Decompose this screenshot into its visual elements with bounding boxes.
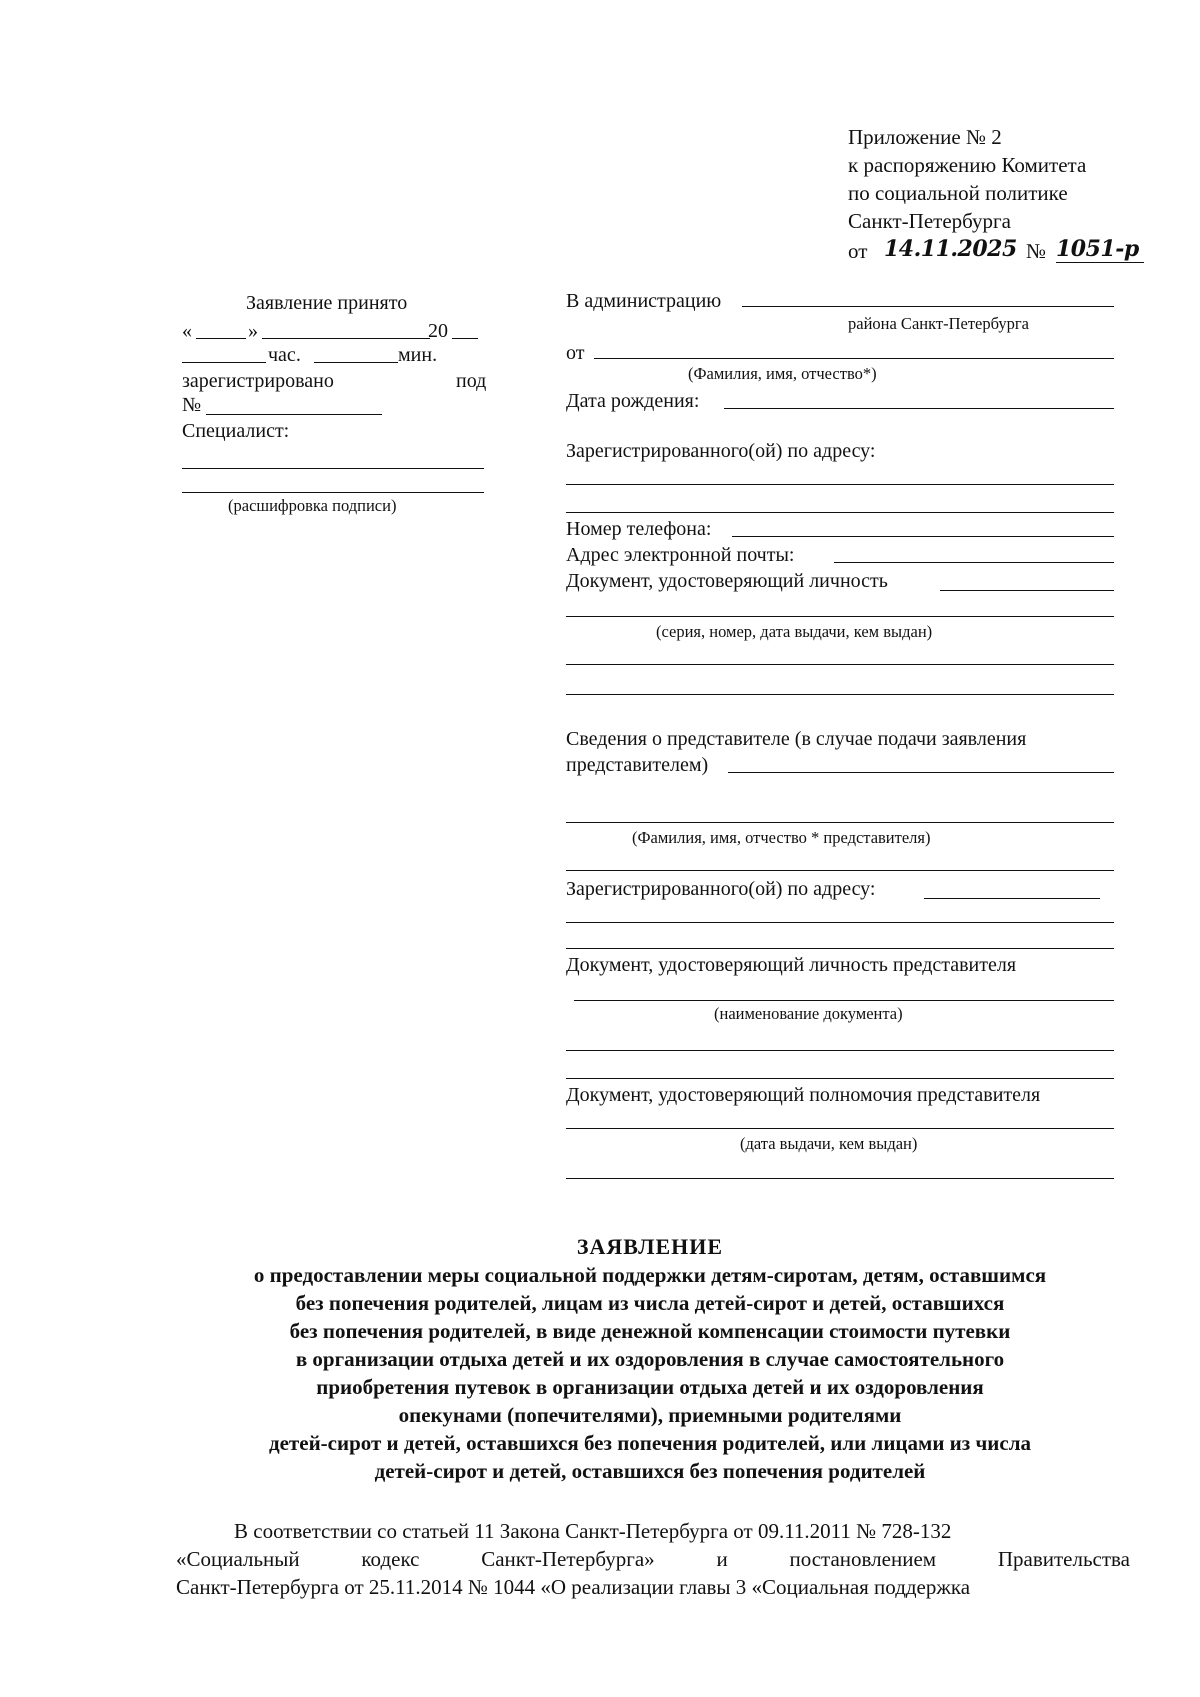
appendix-number-underline — [1056, 262, 1144, 263]
address-field-1 — [566, 484, 1114, 485]
received-signature-caption: (расшифровка подписи) — [228, 496, 397, 515]
from-label: от — [566, 342, 585, 364]
id-document-field-3 — [566, 664, 1114, 665]
representative-id-field-2 — [566, 1050, 1114, 1051]
id-document-field-2 — [566, 616, 1114, 617]
representative-info-line1: Сведения о представителе (в случае подачи заявления — [566, 728, 1027, 750]
address-field-2 — [566, 512, 1114, 513]
intro-word: «Социальный — [176, 1547, 300, 1571]
received-day-field — [196, 338, 246, 339]
district-caption: района Санкт-Петербурга — [848, 314, 1029, 333]
appendix-number-sign: № — [1026, 239, 1047, 263]
applicant-fio-field — [594, 358, 1114, 359]
received-number-sign: № — [182, 394, 202, 416]
representative-fio-field — [566, 822, 1114, 823]
representative-doc-name-caption: (наименование документа) — [714, 1004, 903, 1023]
representative-fio-caption: (Фамилия, имя, отчество * представителя) — [632, 828, 931, 847]
statement-line-1: о предоставлении меры социальной поддержки детям-сиротам, детям, оставшимся — [253, 1263, 1047, 1287]
received-hours-label: час. — [268, 344, 301, 366]
email-label: Адрес электронной почты: — [566, 544, 795, 566]
representative-info-field — [728, 772, 1114, 773]
phone-label: Номер телефона: — [566, 518, 712, 540]
received-specialist: Специалист: — [182, 420, 290, 442]
received-number-field — [206, 414, 382, 415]
representative-address-field-3 — [566, 948, 1114, 949]
intro-line-2 — [176, 1546, 1130, 1573]
representative-address-label: Зарегистрированного(ой) по адресу: — [566, 878, 876, 900]
intro-word: и — [716, 1547, 728, 1571]
representative-info-line2: представителем) — [566, 754, 709, 776]
representative-id-field — [574, 1000, 1114, 1001]
id-document-label: Документ, удостоверяющий личность — [566, 570, 888, 592]
received-year-field — [452, 338, 478, 339]
applicant-fio-caption: (Фамилия, имя, отчество*) — [688, 364, 877, 383]
representative-address-field-2 — [566, 922, 1114, 923]
intro-word: постановлением — [789, 1547, 937, 1571]
representative-authority-label: Документ, удостоверяющий полномочия представителя — [566, 1084, 1041, 1106]
birth-date-field — [724, 408, 1114, 409]
received-year-prefix: 20 — [428, 320, 448, 342]
birth-date-label: Дата рождения: — [566, 390, 700, 412]
received-signature-name-line — [182, 492, 484, 493]
statement-line-4: в организации отдыха детей и их оздоровления в случае самостоятельного — [295, 1347, 1005, 1371]
representative-address-field — [924, 898, 1100, 899]
intro-word: Правительства — [997, 1547, 1130, 1571]
received-month-field — [262, 338, 430, 339]
representative-authority-field-2 — [566, 1178, 1114, 1179]
phone-field — [732, 536, 1114, 537]
appendix-number: Приложение № 2 — [848, 125, 1002, 149]
statement-line-3: без попечения родителей, в виде денежной компенсации стоимости путевки — [289, 1319, 1011, 1343]
admin-district-field — [742, 306, 1114, 307]
received-date-open: « — [182, 320, 192, 342]
appendix-number-handwritten: 1051-р — [1056, 236, 1139, 262]
received-registered: зарегистрировано — [182, 370, 334, 392]
statement-line-5: приобретения путевок в организации отдыха детей и их оздоровления — [316, 1375, 984, 1399]
appendix-date-handwritten: 14.11.2025 — [884, 236, 1017, 262]
statement-heading: ЗАЯВЛЕНИЕ — [576, 1234, 724, 1259]
appendix-city: Санкт-Петербурга — [848, 209, 1011, 233]
email-field — [834, 562, 1114, 563]
statement-line-7: детей-сирот и детей, оставшихся без попечения родителей, или лицами из числа — [268, 1431, 1032, 1455]
representative-authority-caption: (дата выдачи, кем выдан) — [740, 1134, 918, 1153]
intro-line-1: В соответствии со статьей 11 Закона Санкт-Петербурга от 09.11.2011 № 728-132 — [234, 1519, 952, 1543]
received-date-close: » — [248, 320, 258, 342]
intro-word: Санкт-Петербурга» — [481, 1547, 655, 1571]
received-minutes-field — [314, 362, 398, 363]
id-document-caption: (серия, номер, дата выдачи, кем выдан) — [656, 622, 933, 641]
intro-line-3: Санкт-Петербурга от 25.11.2014 № 1044 «О реализации главы 3 «Социальная поддержка — [176, 1575, 971, 1599]
appendix-order: к распоряжению Комитета — [848, 153, 1087, 177]
statement-line-8: детей-сирот и детей, оставшихся без попечения родителей — [374, 1459, 926, 1483]
statement-line-2: без попечения родителей, лицам из числа детей-сирот и детей, оставшихся — [295, 1291, 1005, 1315]
representative-id-field-3 — [566, 1078, 1114, 1079]
representative-authority-field — [566, 1128, 1114, 1129]
statement-line-6: опекунами (попечителями), приемными родителями — [398, 1403, 902, 1427]
representative-field-extra — [566, 870, 1114, 871]
intro-word: кодекс — [361, 1547, 420, 1571]
id-document-field-4 — [566, 694, 1114, 695]
to-admin-label: В администрацию — [566, 290, 722, 312]
received-hours-field — [182, 362, 266, 363]
appendix-date-prefix: от — [848, 239, 868, 263]
received-minutes-label: мин. — [398, 344, 438, 366]
id-document-field — [940, 590, 1114, 591]
received-signature-line — [182, 468, 484, 469]
representative-id-label: Документ, удостоверяющий личность представителя — [566, 954, 1017, 976]
registered-address-label: Зарегистрированного(ой) по адресу: — [566, 440, 876, 462]
appendix-committee: по социальной политике — [848, 181, 1068, 205]
received-under: под — [456, 370, 487, 392]
received-title: Заявление принято — [246, 292, 408, 314]
